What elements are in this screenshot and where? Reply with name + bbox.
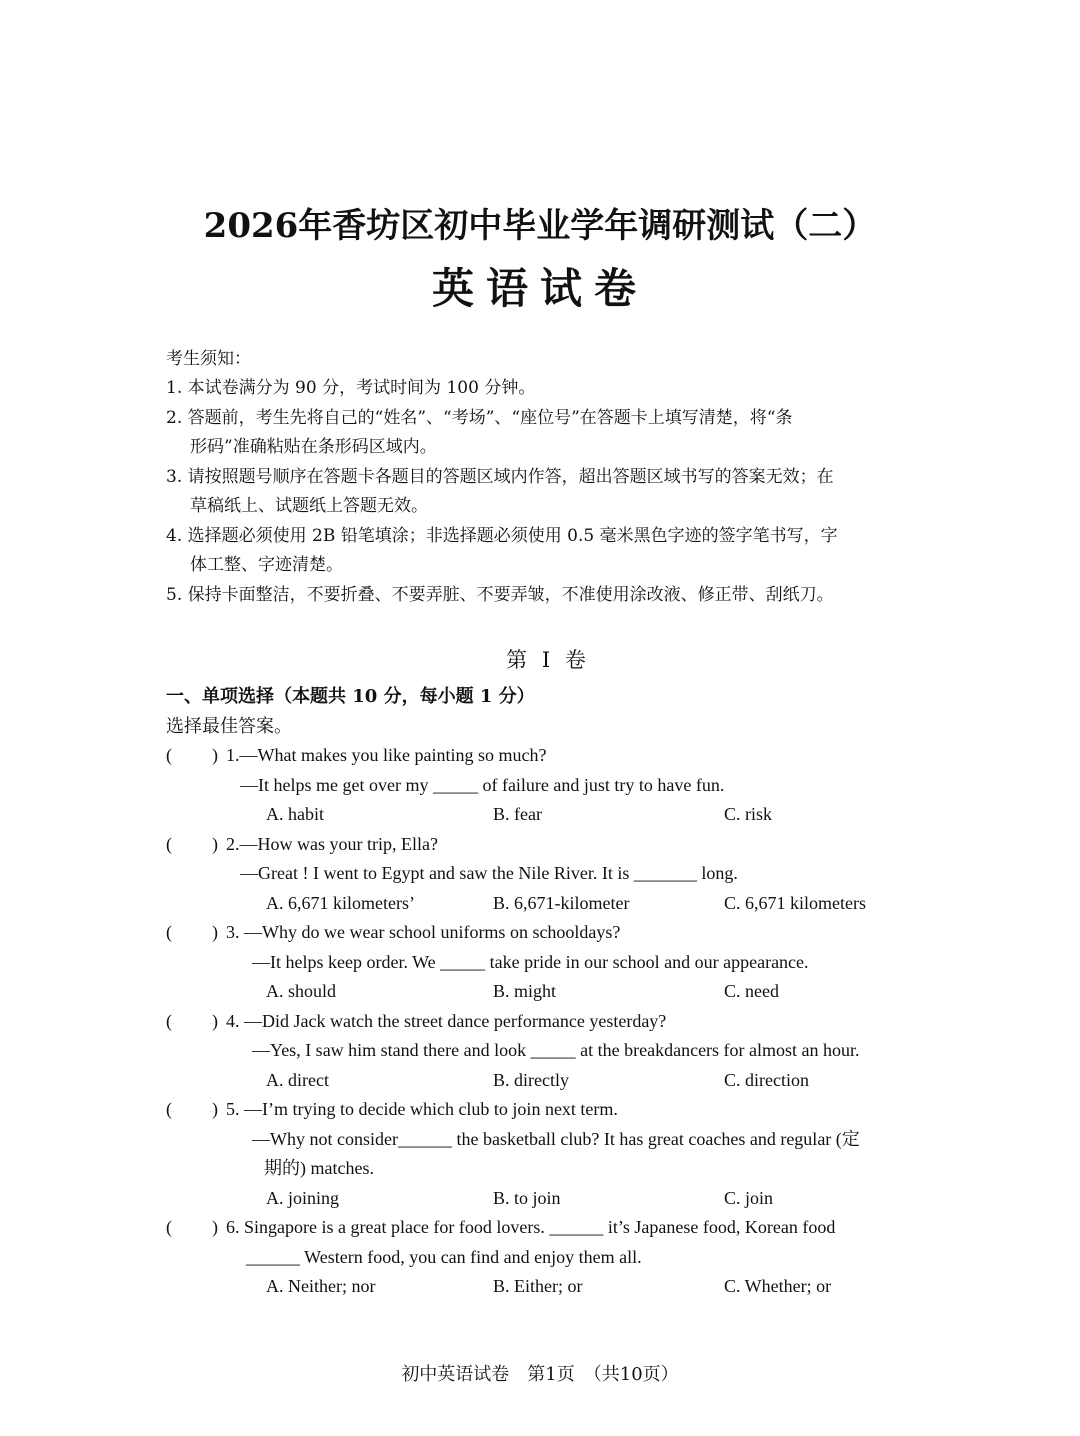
question-response: —Great ! I went to Egypt and saw the Nile River. It is _______ long. xyxy=(240,863,738,883)
question-options xyxy=(166,1184,946,1214)
answer-paren-open: ( xyxy=(166,1010,172,1031)
section-header xyxy=(166,682,966,741)
answer-paren-open: ( xyxy=(166,745,172,765)
answer-paren-open: ( xyxy=(166,1099,172,1119)
question-stem: 2.—How was your trip, Ella? xyxy=(226,833,438,854)
question-response-line xyxy=(166,1243,946,1273)
question-list xyxy=(166,741,946,1302)
question-response: —It helps me get over my _____ of failure and just try to have fun. xyxy=(240,774,725,795)
notice-heading: 考生须知： xyxy=(166,349,251,369)
question-stem-line xyxy=(166,1007,946,1037)
question-options xyxy=(166,800,946,830)
question-stem: 5. —I’m trying to decide which club to join next term. xyxy=(226,1099,618,1119)
question-response: —It helps keep order. We _____ take pride in our school and our appearance. xyxy=(252,951,809,972)
option-a: A. direct xyxy=(266,1069,329,1090)
notice-item: 4. 选择题必须使用 2B 铅笔填涂；非选择题必须使用 0.5 毫米黑色字迹的签字笔书写，字 xyxy=(166,525,838,546)
question-stem-line xyxy=(166,1213,946,1243)
question-response-line xyxy=(166,1125,946,1155)
answer-paren-open: ( xyxy=(166,833,172,854)
answer-paren-close: ) xyxy=(212,833,218,854)
notice-item-continued: 形码”准确粘贴在条形码区域内。 xyxy=(190,437,437,457)
exam-subtitle: 英语试卷 xyxy=(431,264,648,313)
option-a: A. joining xyxy=(266,1187,340,1208)
page-footer: 初中英语试卷 第1页 （共10页） xyxy=(401,1364,679,1385)
question-response-line xyxy=(166,859,946,889)
answer-paren-close: ) xyxy=(212,1217,218,1237)
option-b: B. 6,671-kilometer xyxy=(493,892,630,913)
question-response-line xyxy=(166,1036,946,1066)
option-c: C. join xyxy=(724,1187,774,1208)
option-a: A. habit xyxy=(266,804,324,824)
question-response-line xyxy=(166,1154,946,1184)
question-stem-line xyxy=(166,741,946,771)
answer-paren-close: ) xyxy=(212,1099,218,1119)
option-c: C. 6,671 kilometers xyxy=(724,892,866,913)
notice-item: 1. 本试卷满分为 90 分，考试时间为 100 分钟。 xyxy=(166,378,536,398)
option-a: A. Neither; nor xyxy=(266,1276,376,1296)
option-c: C. direction xyxy=(724,1069,809,1090)
option-b: B. to join xyxy=(493,1187,561,1208)
option-b: B. directly xyxy=(493,1069,569,1090)
question-response: —Why not consider______ the basketball club? It has great coaches and regular (定 xyxy=(252,1128,860,1149)
question-options xyxy=(166,1066,946,1096)
question-stem-line xyxy=(166,830,946,860)
question-options xyxy=(166,977,946,1007)
exam-title: 2026年香坊区初中毕业学年调研测试（二） xyxy=(203,206,877,246)
answer-paren-open: ( xyxy=(166,922,172,942)
notice-item-continued: 草稿纸上、试题纸上答题无效。 xyxy=(190,496,428,516)
question-response-continued: 期的) matches. xyxy=(264,1158,374,1178)
option-a: A. 6,671 kilometers’ xyxy=(266,892,415,913)
question-response-line xyxy=(166,771,946,801)
answer-paren-close: ) xyxy=(212,922,218,942)
question-stem: 3. —Why do we wear school uniforms on schooldays? xyxy=(226,922,621,942)
option-c: C. risk xyxy=(724,804,773,824)
question-stem-line xyxy=(166,918,946,948)
answer-paren-open: ( xyxy=(166,1217,172,1237)
volume-label: 第 I 卷 xyxy=(506,648,590,672)
option-a: A. should xyxy=(266,981,337,1001)
question-response-line xyxy=(166,948,946,978)
question-stem: 4. —Did Jack watch the street dance performance yesterday? xyxy=(226,1010,667,1031)
question-stem: 1.—What makes you like painting so much? xyxy=(226,745,547,765)
option-b: B. might xyxy=(493,981,557,1001)
section-instruction: 选择最佳答案。 xyxy=(166,716,292,737)
question-stem-line xyxy=(166,1095,946,1125)
notice-item-continued: 体工整、字迹清楚。 xyxy=(190,555,343,575)
option-c: C. need xyxy=(724,981,779,1001)
answer-paren-close: ) xyxy=(212,745,218,765)
question-stem: 6. Singapore is a great place for food lovers. ______ it’s Japanese food, Korean food xyxy=(226,1217,836,1237)
candidate-notice xyxy=(166,344,936,610)
notice-item: 5. 保持卡面整洁，不要折叠、不要弄脏、不要弄皱，不准使用涂改液、修正带、刮纸刀。 xyxy=(166,584,834,605)
question-response: ______ Western food, you can find and enjoy them all. xyxy=(246,1246,642,1267)
option-b: B. Either; or xyxy=(493,1276,583,1296)
notice-item: 2. 答题前，考生先将自己的“姓名”、“考场”、“座位号”在答题卡上填写清楚，将“条 xyxy=(166,407,793,428)
question-options xyxy=(166,889,946,919)
answer-paren-close: ) xyxy=(212,1010,218,1031)
question-options xyxy=(166,1272,946,1302)
option-b: B. fear xyxy=(493,804,542,824)
section-title: 一、单项选择（本题共 10 分，每小题 1 分） xyxy=(166,686,535,707)
notice-item: 3. 请按照题号顺序在答题卡各题目的答题区域内作答，超出答题区域书写的答案无效；在 xyxy=(166,466,834,487)
option-c: C. Whether; or xyxy=(724,1276,832,1296)
question-response: —Yes, I saw him stand there and look _____ at the breakdancers for almost an hour. xyxy=(252,1040,860,1060)
